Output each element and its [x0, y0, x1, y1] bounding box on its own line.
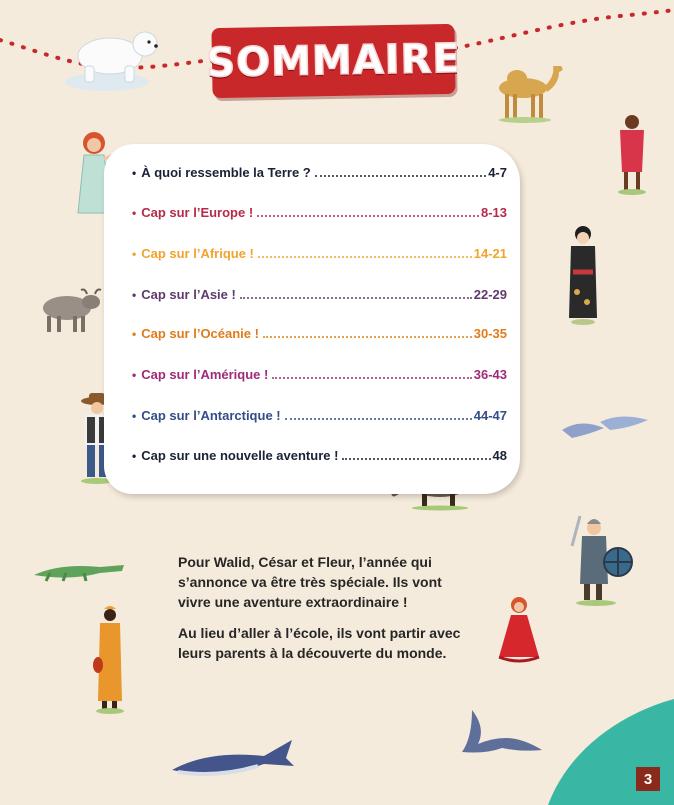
toc-item-pages: 8-13	[480, 205, 507, 220]
dot-leader	[342, 458, 490, 460]
toc-item-title: Cap sur une nouvelle aventure !	[141, 448, 339, 463]
toc-item-pages: 4-7	[488, 165, 507, 180]
dot-leader	[263, 336, 472, 338]
toc-item[interactable]	[132, 367, 507, 382]
bullet-icon: •	[132, 206, 137, 220]
intro-paragraph: Pour Walid, César et Fleur, l’année qui s’annonce va être très spéciale. Ils vont vivre une aventure extraordinaire !	[178, 554, 442, 610]
bullet-icon: •	[132, 449, 137, 463]
masai-man-illustration	[612, 112, 652, 197]
bullet-icon: •	[132, 368, 137, 382]
intro-text	[178, 552, 478, 674]
toc-item-title: Cap sur l’Asie !	[141, 287, 236, 302]
toc-item-pages: 14-21	[473, 246, 507, 261]
toc-item[interactable]	[132, 326, 507, 341]
dot-leader	[240, 297, 472, 299]
page-title: SOMMAIRE	[205, 35, 462, 87]
dot-leader	[272, 377, 471, 379]
toc-item-title: Cap sur l’Europe !	[141, 205, 254, 220]
dot-leader	[258, 256, 472, 258]
zebu-illustration	[35, 288, 105, 336]
toc-item[interactable]	[132, 408, 507, 423]
dolphins-illustration	[560, 408, 655, 448]
dot-leader	[315, 175, 486, 177]
toc-item-title: Cap sur l’Océanie !	[141, 326, 259, 341]
flamenco-girl-illustration	[495, 595, 543, 667]
toc-item-title: Cap sur l’Amérique !	[141, 367, 269, 382]
camel-illustration	[485, 58, 570, 123]
bullet-icon: •	[132, 288, 137, 302]
toc-item-title: À quoi ressemble la Terre ?	[141, 165, 311, 180]
bullet-icon: •	[132, 247, 137, 261]
toc-item-pages: 48	[492, 448, 507, 463]
page-number: 3	[636, 767, 660, 791]
toc-item[interactable]	[132, 246, 507, 261]
toc-item[interactable]	[132, 287, 507, 302]
toc-item-title: Cap sur l’Afrique !	[141, 246, 254, 261]
viking-illustration	[566, 512, 638, 607]
bullet-icon: •	[132, 409, 137, 423]
toc-item-pages: 36-43	[473, 367, 507, 382]
polar-bear-illustration	[55, 22, 165, 92]
manta-ray-illustration	[442, 708, 550, 758]
toc-item[interactable]	[132, 205, 507, 220]
whale-illustration	[168, 730, 298, 790]
dot-leader	[285, 418, 472, 420]
bullet-icon: •	[132, 327, 137, 341]
intro-paragraph: Au lieu d’aller à l’école, ils vont partir avec leurs parents à la découverte du monde.	[178, 625, 461, 661]
asian-woman-illustration	[563, 222, 603, 330]
table-of-contents-card	[104, 144, 520, 494]
bullet-icon: •	[132, 166, 137, 180]
toc-item-pages: 22-29	[473, 287, 507, 302]
toc-item[interactable]	[132, 448, 507, 463]
toc-item[interactable]	[132, 165, 507, 180]
toc-item-pages: 44-47	[473, 408, 507, 423]
crocodile-illustration	[30, 555, 125, 585]
title-banner	[205, 24, 462, 98]
toc-item-pages: 30-35	[473, 326, 507, 341]
toc-item-title: Cap sur l’Antarctique !	[141, 408, 281, 423]
dot-leader	[257, 215, 479, 217]
african-woman-illustration	[88, 605, 130, 715]
